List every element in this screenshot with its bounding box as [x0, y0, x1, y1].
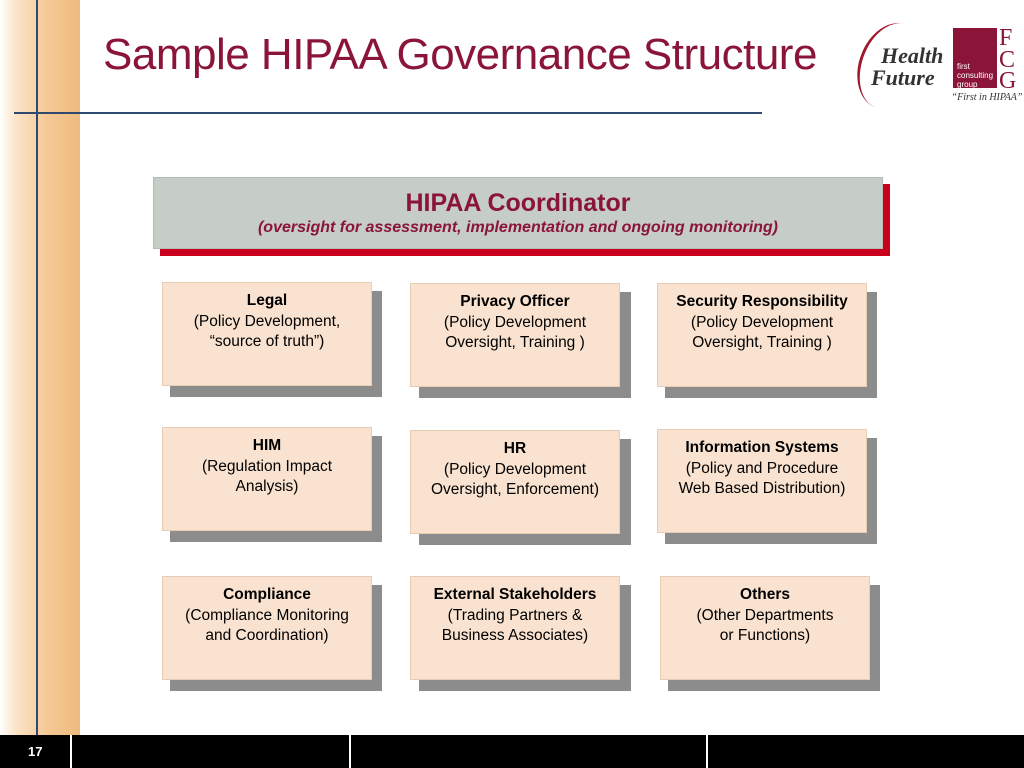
role-title: Legal: [246, 292, 288, 309]
role-description: (Compliance Monitoring and Coordination): [185, 606, 349, 644]
role-description: (Trading Partners & Business Associates): [441, 606, 589, 644]
fcg-logo-text: first consulting group: [957, 62, 994, 89]
role-box-external-stakeholders: [410, 576, 620, 680]
role-box-security: [657, 283, 867, 387]
footer-bar: [0, 735, 1024, 768]
fcg-tagline: “First in HIPAA”: [951, 92, 1023, 103]
footer-divider: [349, 735, 351, 768]
footer-divider: [70, 735, 72, 768]
logo-word-future: Future: [871, 65, 935, 90]
coordinator-box: [153, 177, 883, 249]
coordinator-title: HIPAA Coordinator: [405, 189, 631, 217]
role-title: Security Responsibility: [676, 293, 848, 310]
role-title: Information Systems: [685, 439, 839, 456]
slide-title: Sample HIPAA Governance Structure: [103, 30, 817, 79]
role-box-compliance: [162, 576, 372, 680]
role-box-him: [162, 427, 372, 531]
vertical-rule: [36, 0, 38, 735]
role-title: External Stakeholders: [433, 586, 597, 603]
role-title: Privacy Officer: [460, 293, 570, 310]
role-description: (Other Departments or Functions): [696, 606, 834, 644]
fcg-letter-g: G: [999, 68, 1017, 94]
role-description: (Policy Development Oversight, Training ): [690, 313, 834, 351]
role-description: (Policy and Procedure Web Based Distribution): [678, 459, 846, 497]
role-title: Others: [740, 586, 790, 603]
role-box-information-systems: [657, 429, 867, 533]
footer-divider: [706, 735, 708, 768]
fcg-logo: [951, 25, 1023, 108]
role-box-hr: [410, 430, 620, 534]
role-box-others: [660, 576, 870, 680]
role-box-legal: [162, 282, 372, 386]
fcg-letter-f: F: [999, 25, 1013, 51]
role-description: (Policy Development Oversight, Enforcement): [431, 460, 599, 498]
health-future-logo: [855, 20, 950, 115]
coordinator-subtitle: (oversight for assessment, implementation and ongoing monitoring): [257, 219, 779, 236]
page-number: 17: [28, 744, 43, 759]
role-title: HIM: [252, 437, 282, 454]
fcg-logo-box: [953, 28, 997, 88]
role-description: (Policy Development, “source of truth”): [193, 312, 341, 350]
role-box-privacy-officer: [410, 283, 620, 387]
role-title: Compliance: [223, 586, 311, 603]
left-decorative-band: [0, 0, 80, 735]
fcg-letter-c: C: [999, 47, 1016, 73]
role-description: (Regulation Impact Analysis): [201, 457, 333, 495]
logo-word-health: Health: [881, 43, 944, 68]
title-underline: [14, 112, 762, 114]
role-description: (Policy Development Oversight, Training ): [443, 313, 587, 351]
role-title: HR: [503, 440, 527, 457]
